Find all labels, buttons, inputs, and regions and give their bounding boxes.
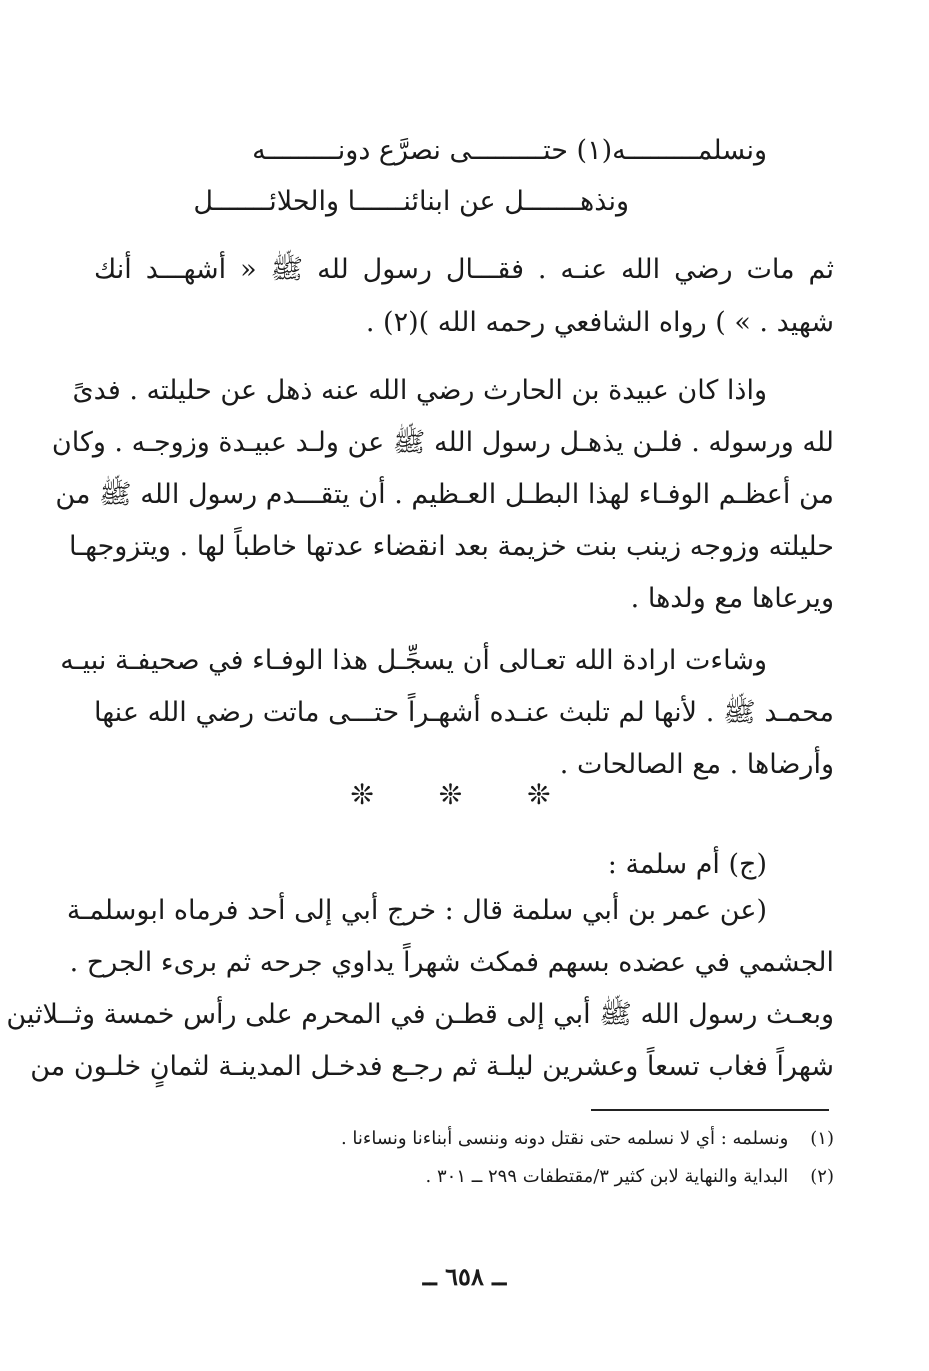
verse-line-2: ونذهـــــــل عن ابنائنــــــا والحلائـــــــل xyxy=(193,186,629,217)
paragraph-1-line-1: ثم مات رضي الله عنـه . فقـــال رسول لله ﷺ « أشهـــد أنك xyxy=(94,254,834,285)
page-number: ــ ٦٥٨ ــ xyxy=(422,1262,507,1291)
paragraph-3-line-2: محمـد ﷺ . لأنها لم تلبث عنـده أشهـراً حتـــى ماتت رضي الله عنها xyxy=(94,697,834,728)
paragraph-4-line-4: شهراً فغاب تسعاً وعشرين ليلـة ثم رجـع فدخـل المدينـة لثمانٍ خلـون من xyxy=(30,1051,834,1082)
footnote-divider xyxy=(591,1109,829,1111)
verse-line-1: ونسلمـــــــــه(١) حتـــــــــى نصرَّع دونـــــــــه xyxy=(252,135,767,166)
paragraph-2-line-2: لله ورسوله . فلـن يذهـل رسول الله ﷺ عن ولـد عبيـدة وزوجـه . وكان xyxy=(51,427,834,458)
section-separator: ❊ ❊ ❊ xyxy=(350,778,579,811)
paragraph-2-line-5: ويرعاها مع ولدها . xyxy=(630,583,834,614)
paragraph-3-line-3: وأرضاها . مع الصالحات . xyxy=(559,749,834,780)
paragraph-4-line-3: وبعـث رسول الله ﷺ أبي إلى قطـن في المحرم على رأس خمسة وثــلاثين xyxy=(6,999,834,1030)
paragraph-4-line-2: الجشمي في عضده بسهم فمكث شهراً يداوي جرحه ثم برىء الجرح . xyxy=(69,947,834,978)
footnote-1-text: ونسلمه : أي لا نسلمه حتى نقتل دونه وننسى أبناءنا ونساءنا . xyxy=(340,1128,789,1149)
footnote-2 xyxy=(94,1162,834,1192)
footnote-1 xyxy=(94,1124,834,1154)
footnote-2-number: (٢) xyxy=(810,1166,834,1187)
footnote-1-number: (١) xyxy=(810,1128,834,1149)
section-heading: (ج) أم سلمة : xyxy=(607,849,767,880)
paragraph-2-line-3: من أعظـم الوفـاء لهذا البطـل العـظيم . أن يتقـــدم رسول الله ﷺ من xyxy=(55,479,834,510)
footnote-2-text: البداية والنهاية لابن كثير ٣/مقتطفات ٢٩٩ ــ ٣٠١ . xyxy=(425,1166,789,1187)
paragraph-1-line-2: شهيد . » ) رواه الشافعي رحمه الله )(٢) . xyxy=(365,307,834,338)
paragraph-3-line-1: وشاءت ارادة الله تعـالى أن يسجِّـل هذا الوفـاء في صحيفـة نبيـه xyxy=(60,645,767,676)
paragraph-4-line-1: (عن عمر بن أبي سلمة قال : خرج أبي إلى أحد فرماه ابوسلمـة xyxy=(66,895,767,926)
paragraph-2-line-1: واذا كان عبيدة بن الحارث رضي الله عنه ذهل عن حليلته . فدىً xyxy=(72,375,767,406)
paragraph-2-line-4: حليلته وزوجه زينب بنت خزيمة بعد انقضاء عدتها خاطباً لها . ويتزوجهـا xyxy=(69,531,834,562)
